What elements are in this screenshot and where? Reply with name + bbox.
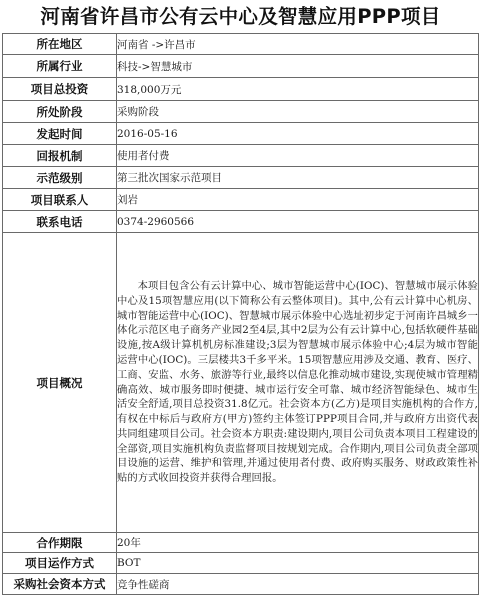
row-label: 回报机制	[3, 145, 117, 167]
row-label: 项目运作方式	[3, 553, 117, 574]
table-row	[3, 167, 479, 189]
project-info-table	[2, 33, 479, 595]
row-value: 第三批次国家示范项目	[117, 167, 479, 189]
row-label: 项目概况	[3, 233, 117, 533]
page-title: 河南省许昌市公有云中心及智慧应用PPP项目	[40, 5, 441, 28]
row-label: 所在地区	[3, 34, 117, 55]
table-row	[3, 78, 479, 101]
row-label: 采购社会资本方式	[3, 574, 117, 595]
table-row	[3, 189, 479, 211]
row-label: 所属行业	[3, 55, 117, 78]
table-row	[3, 145, 479, 167]
table-row	[3, 123, 479, 145]
row-value: BOT	[117, 553, 479, 574]
row-label: 示范级别	[3, 167, 117, 189]
row-label: 所处阶段	[3, 101, 117, 123]
row-label: 项目总投资	[3, 78, 117, 101]
row-value: 318,000万元	[117, 78, 479, 101]
row-value: 科技->智慧城市	[117, 55, 479, 78]
table-row	[3, 533, 479, 553]
row-value: 20年	[117, 533, 479, 553]
row-label: 发起时间	[3, 123, 117, 145]
row-value: 刘岩	[117, 189, 479, 211]
row-label: 项目联系人	[3, 189, 117, 211]
table-row	[3, 55, 479, 78]
row-value: 2016-05-16	[117, 123, 479, 145]
table-row	[3, 211, 479, 233]
project-overview-text: 本项目包含公有云计算中心、城市智能运营中心(IOC)、智慧城市展示体验中心及15项智慧应用(以下简称公有云整体项目)。其中,公有云计算中心机房、城市智能运营中心(IOC)、智慧城市展示体验中心选址初步定于河南许昌城乡一体化示范区电子商务产业园2至4层,其中2层为公有云计算中心,包括软硬件基础设施,按A级计算机机房标准建设;3层为智慧城市展示体验中心;4层为城市智能运营中心(IOC)。三层楼共3千多平米。15项智慧应用涉及交通、教育、医疗、工商、安监、水务、旅游等行业,最终以信息化推动城市建设,实现使城市管理精确高效、城市服务即时便捷、城市运行安全可靠、城市经济智能绿色、城市生活安全舒适,项目总投资31.8亿元。社会资本方(乙方)是项目实施机构的合作方,有权在中标后与政府方(甲方)签约主体签订PPP项目合同,并与政府方出资代表共同组建项目公司。社会资本方职责:建设期内,项目公司负责本项目工程建设的全部资,项目实施机构负责监督项目按规划完成。合作期内,项目公司负责全部项目设施的运营、维护和管理,并通过使用者付费、政府购买服务、财政政策性补贴的方式收回投资并获得合理回报。	[117, 233, 479, 533]
row-value: 使用者付费	[117, 145, 479, 167]
table-row	[3, 34, 479, 55]
table-row	[3, 553, 479, 574]
table-row	[3, 101, 479, 123]
table-row	[3, 574, 479, 595]
row-value: 河南省 ->许昌市	[117, 34, 479, 55]
row-value: 采购阶段	[117, 101, 479, 123]
row-label: 联系电话	[3, 211, 117, 233]
row-value: 0374-2960566	[117, 211, 479, 233]
table-row	[3, 233, 479, 533]
row-label: 合作期限	[3, 533, 117, 553]
row-value: 竞争性磋商	[117, 574, 479, 595]
